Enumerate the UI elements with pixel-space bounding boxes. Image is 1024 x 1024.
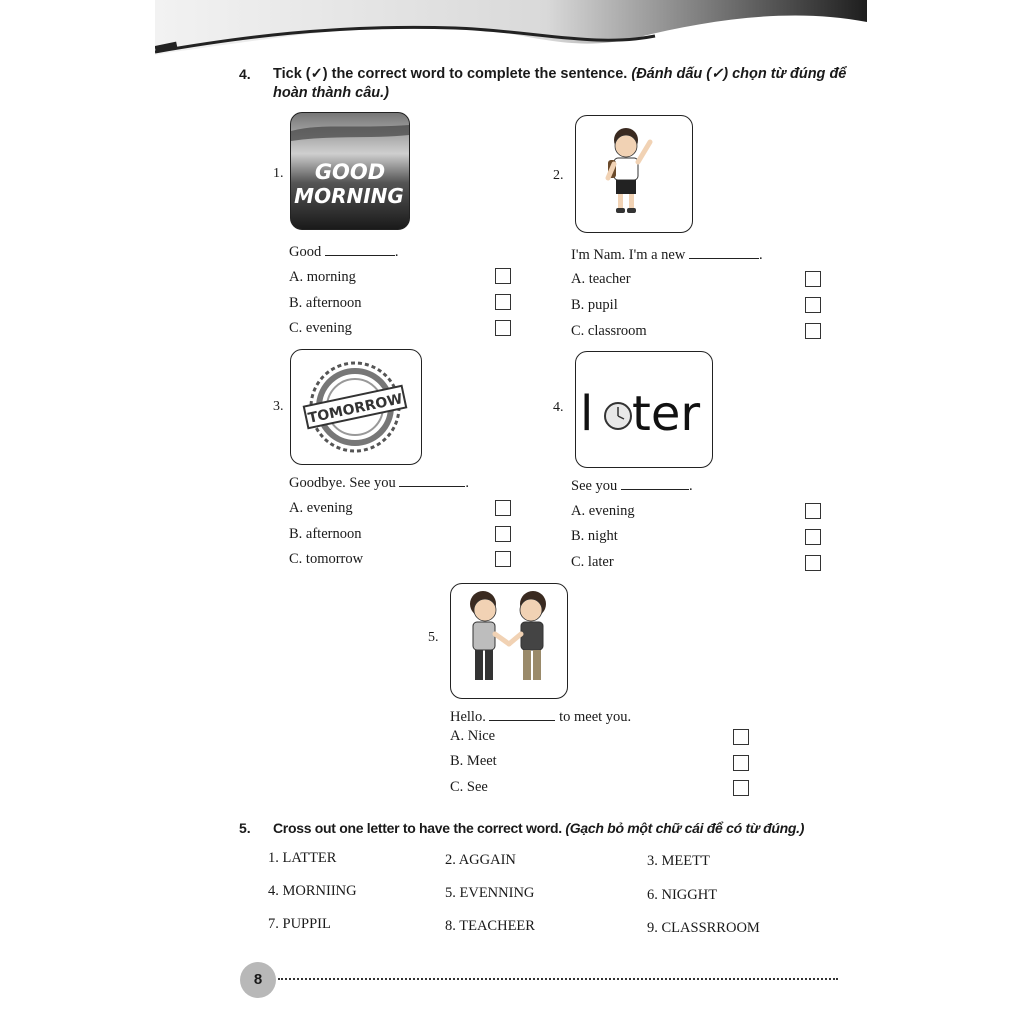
worksheet-page (155, 0, 867, 1024)
item-5-option-c: C. See (450, 779, 488, 795)
item-5-picture (450, 583, 568, 699)
item-3-option-b: B. afternoon (289, 526, 362, 542)
item-4-checkbox-b[interactable] (805, 529, 821, 545)
boys-shaking-hands-image (451, 584, 567, 698)
item-2-option-b: B. pupil (571, 297, 618, 313)
item-4-checkbox-a[interactable] (805, 503, 821, 519)
item-5-checkbox-b[interactable] (733, 755, 749, 771)
morning-word: MORNING (294, 184, 404, 208)
item-2-prompt-before: I'm Nam. I'm a new (571, 247, 686, 263)
exercise-5-number: 5. (239, 820, 251, 836)
tomorrow-stamp-text: TOMORROW (306, 391, 405, 427)
good-word: GOOD (314, 160, 386, 184)
word-6[interactable]: 6. NIGGHT (647, 887, 718, 903)
item-5-prompt-before: Hello. (450, 709, 486, 725)
word-1[interactable]: 1. LATTER (268, 850, 337, 866)
item-3-checkbox-a[interactable] (495, 500, 511, 516)
item-5-blank[interactable] (489, 708, 555, 721)
item-4-option-c: C. later (571, 554, 614, 570)
item-3-checkbox-c[interactable] (495, 551, 511, 567)
item-2-blank[interactable] (689, 246, 759, 259)
item-4-number: 4. (553, 400, 564, 415)
item-1-blank[interactable] (325, 243, 395, 256)
word-9[interactable]: 9. CLASSRROOM (647, 920, 760, 936)
word-4[interactable]: 4. MORNIING (268, 883, 357, 899)
item-1-option-c: C. evening (289, 320, 352, 336)
item-2-option-c: C. classroom (571, 323, 647, 339)
item-4-checkbox-c[interactable] (805, 555, 821, 571)
item-2-checkbox-b[interactable] (805, 297, 821, 313)
item-5-checkbox-a[interactable] (733, 729, 749, 745)
item-3-prompt-after: . (465, 475, 469, 491)
page-number: 8 (240, 962, 276, 998)
exercise-4-title-vi: (Đánh dấu (✓) chọn từ đúng để hoàn thành câu.) (273, 66, 847, 101)
later-clock-image (576, 352, 712, 467)
item-3-option-c: C. tomorrow (289, 551, 364, 567)
item-2-checkbox-c[interactable] (805, 323, 821, 339)
item-5-option-b: B. Meet (450, 753, 497, 769)
item-3-picture (290, 349, 422, 465)
tomorrow-stamp-image (291, 350, 421, 464)
item-1-prompt-before: Good (289, 244, 322, 260)
item-3-blank[interactable] (399, 474, 465, 487)
item-4-option-b: B. night (571, 528, 618, 544)
exercise-5-title (273, 819, 863, 838)
word-5[interactable]: 5. EVENNING (445, 885, 535, 901)
word-8[interactable]: 8. TEACHEER (445, 918, 535, 934)
good-morning-sunrise-image (291, 113, 409, 229)
item-2-option-a: A. teacher (571, 271, 631, 287)
boy-waving-image (576, 116, 692, 232)
item-2-checkbox-a[interactable] (805, 271, 821, 287)
item-1-checkbox-c[interactable] (495, 320, 511, 336)
item-1-prompt (289, 243, 398, 261)
item-2-picture (575, 115, 693, 233)
item-1-option-b: B. afternoon (289, 295, 362, 311)
item-3-option-a: A. evening (289, 500, 353, 516)
item-4-prompt (571, 477, 693, 495)
item-2-number: 2. (553, 168, 564, 183)
exercise-4-title (273, 65, 853, 103)
item-5-number: 5. (428, 630, 439, 645)
item-1-checkbox-b[interactable] (495, 294, 511, 310)
exercise-5-title-vi: (Gạch bỏ một chữ cái để có từ đúng.) (565, 820, 805, 836)
item-3-prompt-before: Goodbye. See you (289, 475, 396, 491)
item-1-picture (290, 112, 410, 230)
word-2[interactable]: 2. AGGAIN (445, 852, 516, 868)
item-2-prompt-after: . (758, 247, 763, 263)
later-letter-l: l (580, 386, 594, 442)
item-4-blank[interactable] (621, 477, 689, 490)
later-letters-ter: ter (632, 386, 701, 442)
item-4-prompt-before: See you (571, 478, 618, 494)
word-3[interactable]: 3. MEETT (647, 853, 710, 869)
item-3-checkbox-b[interactable] (495, 526, 511, 542)
footer-dotted-line (278, 978, 838, 980)
item-4-option-a: A. evening (571, 503, 635, 519)
item-5-prompt (450, 708, 631, 726)
item-5-option-a: A. Nice (450, 728, 496, 744)
exercise-4-title-en: Tick (✓) the correct word to complete the sentence. (273, 66, 628, 82)
item-3-prompt (289, 474, 469, 492)
item-1-checkbox-a[interactable] (495, 268, 511, 284)
word-7[interactable]: 7. PUPPIL (268, 916, 331, 932)
item-5-checkbox-c[interactable] (733, 780, 749, 796)
item-4-picture (575, 351, 713, 468)
item-1-option-a: A. morning (289, 269, 356, 285)
item-4-prompt-after: . (688, 478, 693, 494)
exercise-4-number: 4. (239, 66, 251, 82)
item-2-prompt (571, 246, 763, 264)
item-3-number: 3. (273, 399, 284, 414)
item-1-prompt-after: . (394, 244, 399, 260)
header-wave-decoration (155, 0, 867, 70)
item-5-prompt-after: to meet you. (559, 709, 632, 725)
exercise-5-title-en: Cross out one letter to have the correct word. (273, 820, 562, 836)
item-1-number: 1. (273, 166, 284, 181)
